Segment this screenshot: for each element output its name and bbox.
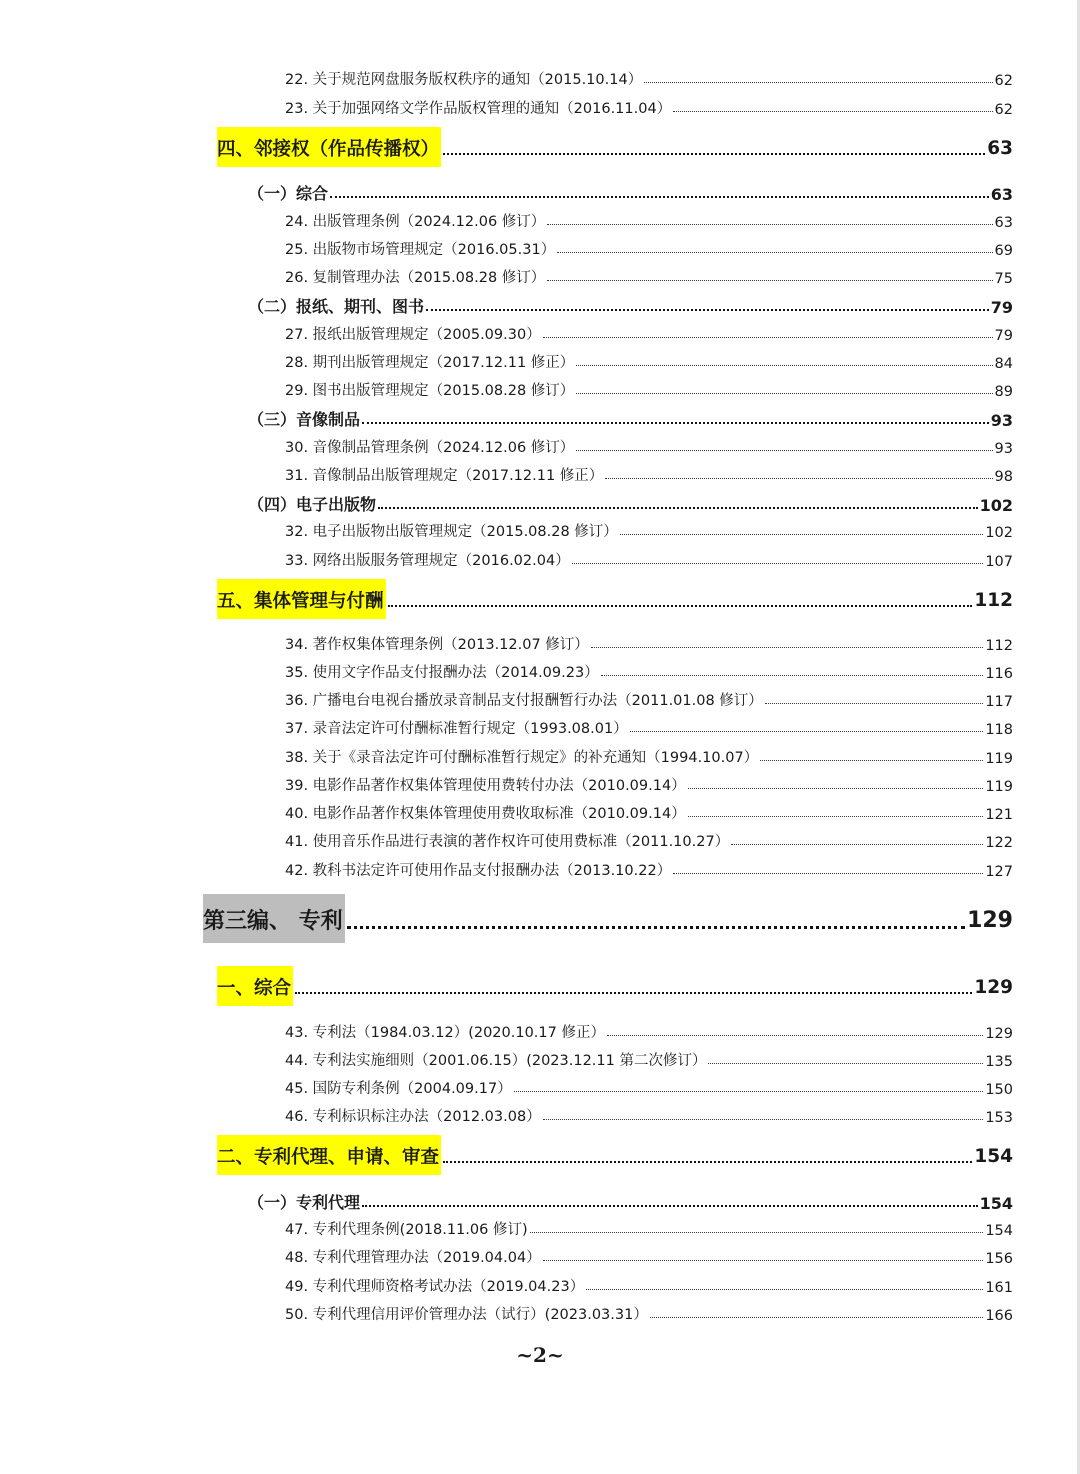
- toc-entry-page: 154: [985, 1223, 1013, 1239]
- toc-entry-title: 41. 使用音乐作品进行表演的著作权许可使用费标准（2011.10.27）: [285, 834, 730, 850]
- dot-leader: [576, 450, 992, 451]
- toc-entry-page: 135: [985, 1054, 1013, 1070]
- toc-entry-page: 117: [985, 694, 1013, 710]
- toc-entry-title: 39. 电影作品著作权集体管理使用费转付办法（2010.09.14）: [285, 778, 686, 794]
- dot-leader: [605, 478, 992, 479]
- dot-leader: [765, 703, 984, 704]
- dot-leader: [760, 760, 983, 761]
- dot-leader: [362, 1205, 978, 1207]
- toc-entry-item[interactable]: [285, 263, 1013, 287]
- toc-entry-page: 119: [985, 751, 1013, 767]
- toc-entry-item[interactable]: [285, 1018, 1013, 1042]
- toc-entry-sec[interactable]: [217, 1135, 1013, 1175]
- toc-entry-title: 37. 录音法定许可付酬标准暂行规定（1993.08.01）: [285, 721, 628, 737]
- toc-entry-title: 33. 网络出版服务管理规定（2016.02.04）: [285, 553, 570, 569]
- toc-entry-title: 38. 关于《录音法定许可付酬标准暂行规定》的补充通知（1994.10.07）: [285, 750, 759, 766]
- toc-entry-item[interactable]: [285, 686, 1013, 710]
- toc-entry-page: 122: [985, 835, 1013, 851]
- dot-leader: [630, 731, 984, 732]
- dot-leader: [673, 111, 992, 112]
- toc-entry-item[interactable]: [285, 235, 1013, 259]
- toc-entry-page: 121: [985, 807, 1013, 823]
- toc-entry-page: 107: [985, 554, 1013, 570]
- toc-entry-item[interactable]: [285, 376, 1013, 400]
- dot-leader: [650, 1317, 983, 1318]
- toc-entry-title: 31. 音像制品出版管理规定（2017.12.11 修正）: [285, 468, 604, 484]
- toc-entry-title: （一）综合: [248, 184, 329, 203]
- toc-entry-item[interactable]: [285, 1300, 1013, 1324]
- toc-entry-item[interactable]: [285, 65, 1013, 89]
- toc-entry-item[interactable]: [285, 1074, 1013, 1098]
- toc-entry-item[interactable]: [285, 658, 1013, 682]
- toc-entry-sec[interactable]: [217, 579, 1013, 619]
- toc-entry-item[interactable]: [285, 94, 1013, 118]
- toc-entry-page: 112: [985, 638, 1013, 654]
- toc-entry-item[interactable]: [285, 771, 1013, 795]
- toc-entry-page: 127: [985, 864, 1013, 880]
- toc-entry-title: 50. 专利代理信用评价管理办法（试行）(2023.03.31）: [285, 1307, 648, 1323]
- toc-entry-item[interactable]: [285, 799, 1013, 823]
- dot-leader: [601, 675, 984, 676]
- toc-entry-sub[interactable]: [248, 178, 1013, 204]
- toc-entry-title: 35. 使用文字作品支付报酬办法（2014.09.23）: [285, 665, 599, 681]
- toc-entry-page: 102: [979, 496, 1013, 515]
- toc-entry-item[interactable]: [285, 1272, 1013, 1296]
- dot-leader: [557, 252, 992, 253]
- toc-entry-title: 43. 专利法（1984.03.12）(2020.10.17 修正）: [285, 1025, 605, 1041]
- toc-entry-page: 150: [985, 1082, 1013, 1098]
- toc-entry-page: 98: [994, 469, 1013, 485]
- toc-entry-title: 22. 关于规范网盘服务版权秩序的通知（2015.10.14）: [285, 72, 643, 88]
- toc-entry-title: 28. 期刊出版管理规定（2017.12.11 修正）: [285, 355, 575, 371]
- toc-entry-page: 69: [994, 243, 1013, 259]
- toc-entry-page: 63: [990, 185, 1013, 204]
- dot-leader: [688, 816, 984, 817]
- dot-leader: [426, 309, 989, 311]
- dot-leader: [362, 422, 989, 424]
- toc-entry-title: 29. 图书出版管理规定（2015.08.28 修订）: [285, 383, 575, 399]
- dot-leader: [620, 534, 984, 535]
- toc-entry-title: 24. 出版管理条例（2024.12.06 修订）: [285, 214, 546, 230]
- toc-entry-page: 153: [985, 1110, 1013, 1126]
- toc-entry-page: 63: [994, 215, 1013, 231]
- toc-entry-title: 第三编、 专利: [203, 894, 345, 943]
- toc-entry-title: 五、集体管理与付酬: [217, 579, 386, 619]
- toc-entry-title: 42. 教科书法定许可使用作品支付报酬办法（2013.10.22）: [285, 863, 672, 879]
- toc-entry-item[interactable]: [285, 461, 1013, 485]
- toc-entry-item[interactable]: [285, 714, 1013, 738]
- toc-entry-page: 116: [985, 666, 1013, 682]
- toc-entry-page: 102: [985, 525, 1013, 541]
- toc-entry-page: 129: [967, 908, 1013, 933]
- toc-entry-page: 112: [974, 590, 1013, 611]
- toc-entry-item[interactable]: [285, 630, 1013, 654]
- toc-entry-item[interactable]: [285, 1243, 1013, 1267]
- dot-leader: [673, 873, 983, 874]
- dot-leader: [586, 1289, 983, 1290]
- dot-leader: [688, 788, 984, 789]
- dot-leader: [572, 563, 984, 564]
- toc-entry-page: 79: [990, 298, 1013, 317]
- toc-entry-page: 161: [985, 1280, 1013, 1296]
- dot-leader: [530, 1232, 984, 1233]
- toc-entry-sub[interactable]: [248, 489, 1013, 515]
- toc-entry-item[interactable]: [285, 348, 1013, 372]
- dot-leader: [731, 844, 983, 845]
- dot-leader: [576, 393, 992, 394]
- toc-entry-item[interactable]: [285, 856, 1013, 880]
- toc-entry-page: 154: [974, 1146, 1013, 1167]
- toc-entry-page: 62: [994, 73, 1013, 89]
- toc-entry-item[interactable]: [285, 433, 1013, 457]
- toc-entry-title: 25. 出版物市场管理规定（2016.05.31）: [285, 242, 556, 258]
- toc-entry-title: 45. 国防专利条例（2004.09.17）: [285, 1081, 512, 1097]
- dot-leader: [607, 1035, 983, 1036]
- toc-entry-sub[interactable]: [248, 291, 1013, 317]
- toc-entry-page: 156: [985, 1251, 1013, 1267]
- toc-entry-title: 23. 关于加强网络文学作品版权管理的通知（2016.11.04）: [285, 101, 672, 117]
- toc-entry-page: 63: [987, 138, 1013, 159]
- dot-leader: [708, 1063, 983, 1064]
- toc-entry-item[interactable]: [285, 1102, 1013, 1126]
- toc-entry-item[interactable]: [285, 743, 1013, 767]
- toc-entry-title: （二）报纸、期刊、图书: [248, 297, 425, 316]
- dot-leader: [644, 82, 992, 83]
- toc-entry-sec[interactable]: [217, 127, 1013, 167]
- toc-entry-item[interactable]: [285, 546, 1013, 570]
- toc-entry-title: 48. 专利代理管理办法（2019.04.04）: [285, 1250, 541, 1266]
- dot-leader: [543, 1260, 984, 1261]
- toc-entry-sub[interactable]: [248, 1187, 1013, 1213]
- toc-entry-title: 36. 广播电台电视台播放录音制品支付报酬暂行办法（2011.01.08 修订）: [285, 693, 763, 709]
- toc-entry-page: 154: [979, 1194, 1013, 1213]
- dot-leader: [514, 1091, 984, 1092]
- toc-entry-title: （三）音像制品: [248, 410, 361, 429]
- toc-entry-title: 46. 专利标识标注办法（2012.03.08）: [285, 1109, 541, 1125]
- toc-entry-page: 93: [994, 441, 1013, 457]
- toc-entry-item[interactable]: [285, 1046, 1013, 1070]
- toc-entry-item[interactable]: [285, 207, 1013, 231]
- toc-entry-title: 34. 著作权集体管理条例（2013.12.07 修订）: [285, 637, 589, 653]
- toc-entry-title: 二、专利代理、申请、审查: [217, 1135, 441, 1175]
- toc-entry-title: 40. 电影作品著作权集体管理使用费收取标准（2010.09.14）: [285, 806, 686, 822]
- toc-entry-sec[interactable]: [217, 966, 1013, 1006]
- dot-leader: [295, 992, 972, 994]
- dot-leader: [543, 1119, 984, 1120]
- toc-entry-page: 89: [994, 384, 1013, 400]
- toc-entry-page: 118: [985, 722, 1013, 738]
- toc-entry-page: 84: [994, 356, 1013, 372]
- dot-leader: [591, 647, 984, 648]
- toc-entry-title: 四、邻接权（作品传播权）: [217, 127, 441, 167]
- toc-entry-title: 49. 专利代理师资格考试办法（2019.04.23）: [285, 1279, 585, 1295]
- dot-leader: [378, 507, 978, 509]
- toc-entry-title: 26. 复制管理办法（2015.08.28 修订）: [285, 270, 546, 286]
- toc-entry-page: 93: [990, 411, 1013, 430]
- toc-entry-title: 44. 专利法实施细则（2001.06.15）(2023.12.11 第二次修订）: [285, 1053, 707, 1069]
- toc-entry-title: 30. 音像制品管理条例（2024.12.06 修订）: [285, 440, 575, 456]
- toc-entry-title: （一）专利代理: [248, 1193, 361, 1212]
- dot-leader: [347, 926, 965, 929]
- dot-leader: [547, 280, 992, 281]
- toc-entry-item[interactable]: [285, 827, 1013, 851]
- dot-leader: [543, 337, 993, 338]
- dot-leader: [388, 605, 973, 607]
- toc-entry-page: 119: [985, 779, 1013, 795]
- dot-leader: [576, 365, 992, 366]
- toc-entry-sub[interactable]: [248, 404, 1013, 430]
- toc-entry-page: 166: [985, 1308, 1013, 1324]
- toc-entry-page: 129: [985, 1026, 1013, 1042]
- toc-entry-item[interactable]: [285, 517, 1013, 541]
- toc-entry-item[interactable]: [285, 320, 1013, 344]
- dot-leader: [443, 153, 985, 155]
- toc-entry-item[interactable]: [285, 1215, 1013, 1239]
- dot-leader: [330, 196, 989, 198]
- toc-entry-title: 47. 专利代理条例(2018.11.06 修订): [285, 1222, 528, 1238]
- toc-entry-page: 62: [994, 102, 1013, 118]
- page-number: ~2~: [516, 1343, 564, 1367]
- toc-entry-page: 75: [994, 271, 1013, 287]
- toc-entry-title: （四）电子出版物: [248, 495, 377, 514]
- toc-entry-title: 27. 报纸出版管理规定（2005.09.30）: [285, 327, 541, 343]
- toc-entry-page: 79: [994, 328, 1013, 344]
- toc-entry-page: 129: [974, 977, 1013, 998]
- toc-entry-part[interactable]: [203, 897, 1013, 943]
- toc-entry-title: 一、综合: [217, 966, 293, 1006]
- dot-leader: [443, 1161, 972, 1163]
- dot-leader: [547, 224, 992, 225]
- toc-entry-title: 32. 电子出版物出版管理规定（2015.08.28 修订）: [285, 524, 618, 540]
